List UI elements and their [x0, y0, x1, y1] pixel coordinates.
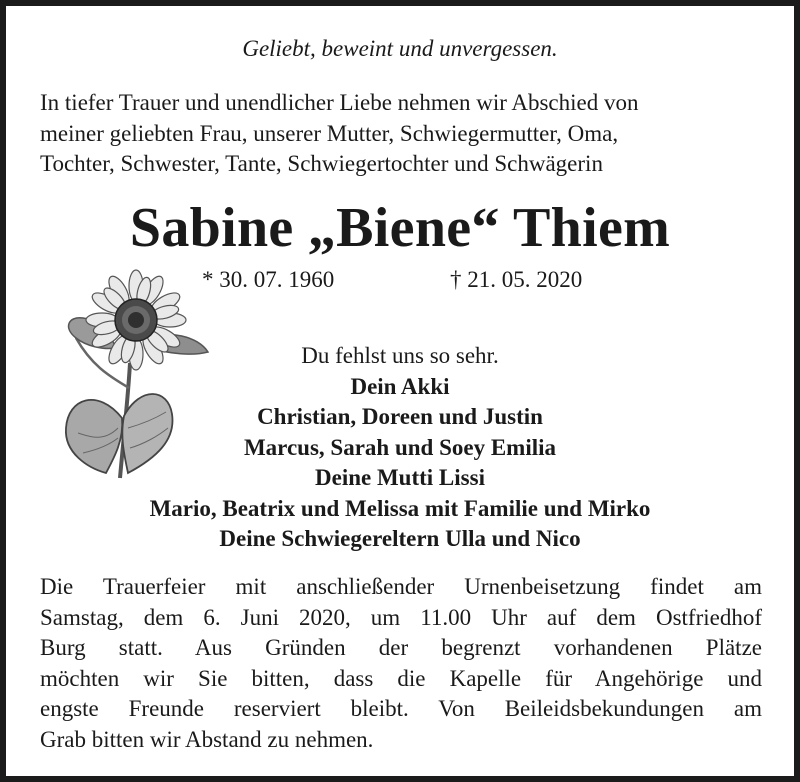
ceremony-line: möchten wir Sie bitten, dass die Kapelle für Angehörige und: [40, 665, 762, 691]
ceremony-line: engste Freunde reserviert bleibt. Von Beileidsbekundungen am: [40, 696, 762, 721]
mourner-line: Deine Schwiegereltern Ulla und Nico: [219, 526, 581, 551]
death-date: † 21. 05. 2020: [450, 267, 583, 292]
sentiment-line: Du fehlst uns so sehr.: [301, 343, 499, 368]
intro-line: In tiefer Trauer und unendlicher Liebe nehmen wir Abschied von: [40, 90, 639, 115]
intro-line: Tochter, Schwester, Tante, Schwiegertochter und Schwägerin: [40, 151, 603, 176]
ceremony-text: [40, 572, 762, 755]
intro-text: [40, 88, 762, 180]
mourner-line: Marcus, Sarah und Soey Emilia: [243, 434, 557, 460]
ceremony-line: Samstag, dem 6. Juni 2020, um 11.00 Uhr auf dem Ostfriedhof: [40, 604, 762, 630]
intro-line: meiner geliebten Frau, unserer Mutter, Schwiegermutter, Oma,: [40, 120, 619, 146]
ceremony-line: Die Trauerfeier mit anschließender Urnenbeisetzung findet am: [40, 574, 762, 599]
ceremony-line: Grab bitten wir Abstand zu nehmen.: [40, 726, 374, 752]
mourner-line: Deine Mutti Lissi: [315, 465, 485, 490]
ceremony-line: Burg statt. Aus Gründen der begrenzt vorhandenen Plätze: [40, 635, 762, 660]
birth-date: * 30. 07. 1960: [202, 267, 335, 292]
motto: Geliebt, beweint und unvergessen.: [242, 36, 558, 61]
mourner-line: Dein Akki: [350, 373, 450, 399]
mourner-line: Christian, Doreen und Justin: [257, 404, 543, 429]
mourners-block: [6, 341, 794, 555]
deceased-name: Sabine „Biene“ Thiem: [129, 197, 671, 259]
mourner-line: Mario, Beatrix und Melissa mit Familie und Mirko: [149, 495, 651, 521]
